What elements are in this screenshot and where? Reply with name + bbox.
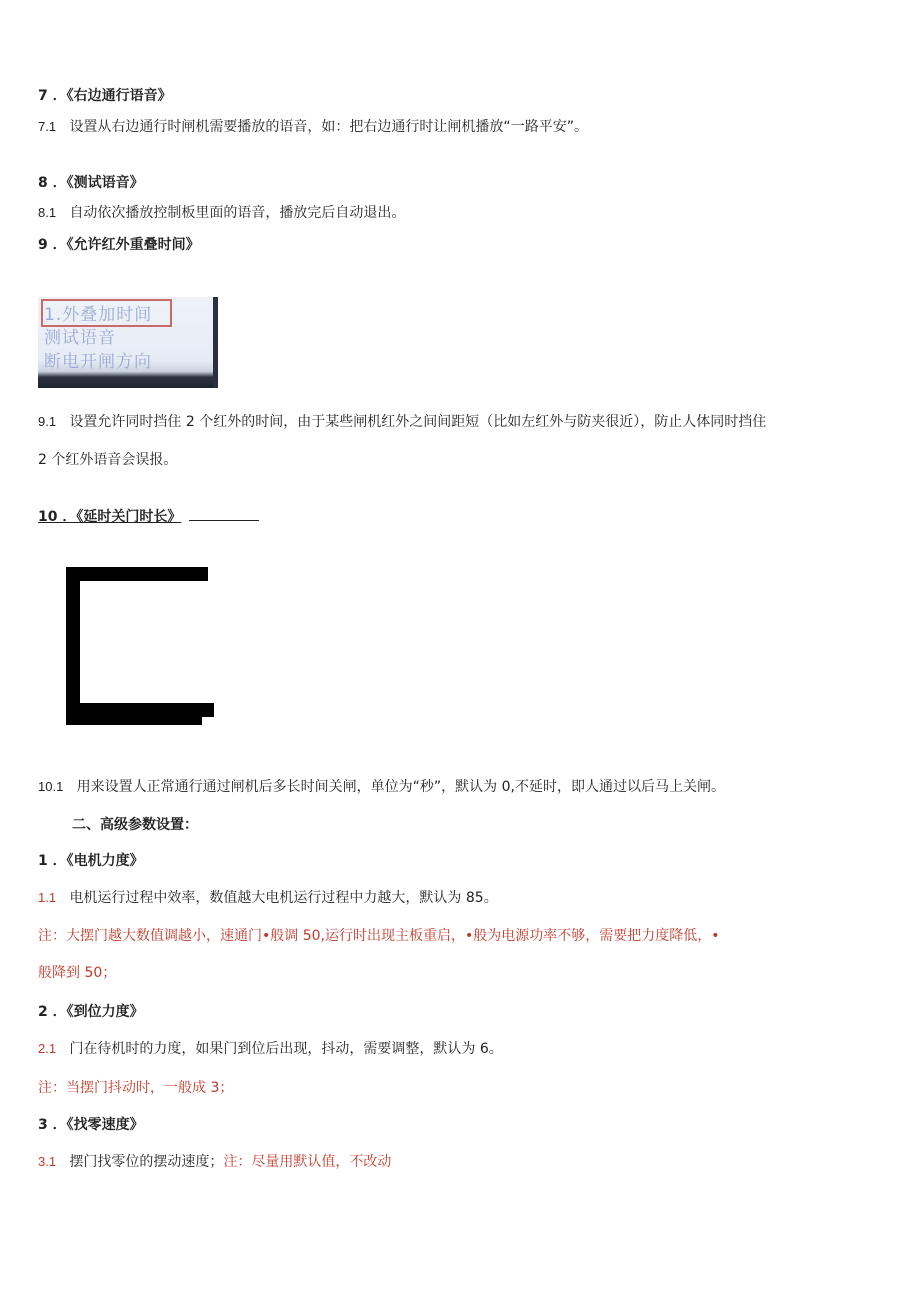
- photo-line-1: 1.外叠加时间: [44, 305, 153, 325]
- item-text: 自动依次播放控制板里面的语音，播放完后自动退出。: [69, 205, 406, 221]
- advanced-3-1-item: [38, 1152, 391, 1172]
- item-number: 1.1: [38, 890, 57, 905]
- section-10-heading: [38, 506, 259, 527]
- heading-text: 10 ．《延时关门时长》: [38, 509, 182, 525]
- advanced-1-note-continuation: 般降到 50；: [38, 965, 117, 981]
- section-9-heading: 9 ．《允许红外重叠时间》: [38, 237, 200, 253]
- item-text: 用来设置人正常通行通过闸机后多长时间关闸，单位为“秒”，默认为 0,不延时，即人通过以后马上关闸。: [76, 779, 725, 795]
- item-number: 8.1: [38, 205, 57, 220]
- advanced-2-1-item: [38, 1039, 503, 1059]
- bracket-shape-bottom: [66, 703, 214, 717]
- photo-line-3: 断电开闸方向: [44, 352, 152, 372]
- item-number: 10.1: [38, 779, 64, 794]
- bracket-shape: [66, 567, 202, 725]
- section-8-heading: 8 ．《测试语音》: [38, 175, 144, 191]
- section-9-1-continuation: 2 个红外语音会误报。: [38, 452, 178, 468]
- item-text: 摆门找零位的摆动速度；: [69, 1154, 224, 1170]
- section-10-1-item: [38, 777, 725, 797]
- item-text: 设置从右边通行时闸机需要播放的语音，如：把右边通行时让闸机播放“一路平安”。: [69, 119, 588, 135]
- advanced-1-1-item: [38, 888, 498, 908]
- item-number: 3.1: [38, 1154, 57, 1169]
- section-8-1-item: [38, 203, 405, 223]
- item-text: 电机运行过程中效率，数值越大电机运行过程中力越大，默认为 85。: [69, 890, 498, 906]
- item-number: 9.1: [38, 414, 57, 429]
- section-7-1-item: [38, 117, 588, 137]
- lcd-menu-photo: [38, 297, 218, 388]
- photo-edge: [213, 297, 218, 388]
- item-note: 注：尽量用默认值，不改动: [223, 1154, 392, 1170]
- advanced-settings-title: 二、高级参数设置：: [72, 817, 198, 833]
- advanced-2-heading: 2 ．《到位力度》: [38, 1004, 144, 1020]
- item-number: 7.1: [38, 119, 57, 134]
- item-text: 门在待机时的力度，如果门到位后出现，抖动，需要调整，默认为 6。: [69, 1041, 503, 1057]
- section-7-heading: 7 ．《右边通行语音》: [38, 88, 172, 104]
- blank-underline: [189, 506, 259, 521]
- photo-line-2: 测试语音: [44, 328, 116, 348]
- advanced-2-note: 注：当摆门抖动时，一般成 3；: [38, 1080, 234, 1096]
- advanced-3-heading: 3 ．《找零速度》: [38, 1117, 144, 1133]
- advanced-1-heading: 1 ．《电机力度》: [38, 853, 144, 869]
- item-number: 2.1: [38, 1041, 57, 1056]
- item-text: 设置允许同时挡住 2 个红外的时间，由于某些闸机红外之间间距短（比如左红外与防夹很近），防止人体同时挡住: [69, 414, 767, 430]
- advanced-1-note: 注：大摆门越大数值调越小，速通门•般调 50,运行时出现主板重启，•般为电源功率不够，需要把力度降低，•: [38, 928, 720, 944]
- section-9-1-item: [38, 412, 766, 432]
